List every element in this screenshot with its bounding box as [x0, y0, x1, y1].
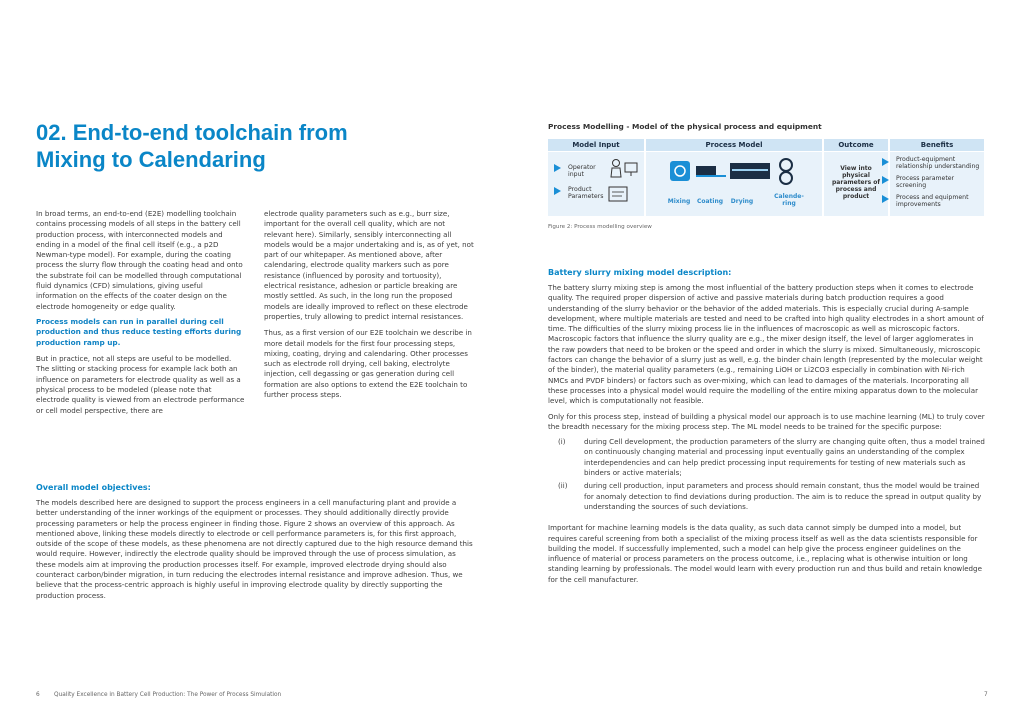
- slurry-paragraph-2: Only for this process step, instead of building a physical model our approach is to use machine learning (ML) to truly cover the breadth necessary for the mixing process step. The ML model needs to be trained for the specific purpose:: [548, 411, 985, 431]
- page-title: 02. End-to-end toolchain from Mixing to Calendaring: [36, 120, 348, 172]
- outcome-text: View into physical parameters of process and product: [832, 165, 880, 200]
- stage-calendering: Calende-ring: [774, 193, 804, 207]
- practice-paragraph: But in practice, not all steps are useful to be modelled. The slitting or stacking process for example lack both an influence on parameters for electrode quality as well as a physical process to be modeled (please note that electrode quality is viewed from an electrode performance or cell model perspective, there are: [36, 354, 245, 415]
- toolchain-paragraph: Thus, as a first version of our E2E toolchain we describe in more detail models for the first four processing steps, mixing, coating, drying and calendaring. Other processes such as electrode roll drying, cell baking, electrolyte injection, cell degassing or gas generation during cell formation are also options to extend the E2E toolchain to further process steps.: [264, 328, 472, 400]
- input-product-parameters: Product Parameters: [568, 186, 604, 200]
- stage-coating: Coating: [696, 198, 724, 205]
- figure-caption: Figure 2: Process modelling overview: [548, 224, 652, 230]
- footer-publication-title: Quality Excellence in Battery Cell Production: The Power of Process Simulation: [54, 692, 282, 698]
- stage-mixing: Mixing: [667, 198, 691, 205]
- benefit-arrow-icon: [882, 158, 889, 166]
- input-arrow-icon: [554, 164, 561, 172]
- process-stage-icons: [668, 157, 818, 185]
- footer-page-number-right: 7: [984, 692, 988, 698]
- benefit-screening: Process parameter screening: [896, 175, 955, 189]
- benefit-relationship: Product-equipment relationship understanding: [896, 156, 980, 170]
- slurry-paragraph-3: Important for machine learning models is the data quality, as such data cannot simply be dumped into a model, but requires careful screening from both a specialist of the mixing process itself as well as the data scientists responsible for building the model. If successfully implemented, such a model can help give the process engineer guidelines on the influence of material or process parameters on the process outcome, i.e., replacing what is otherwise intuition or long standing learning by professionals. The model would learn with every production run and thus build and retain knowledge for the cell manufacturer.: [548, 523, 982, 584]
- left-column-2: [264, 209, 474, 400]
- benefit-arrow-icon: [882, 176, 889, 184]
- figure-title: Process Modelling - Model of the physical process and equipment: [548, 122, 822, 131]
- objectives-paragraph: The models described here are designed to support the process engineers in a cell manufacturing plant and provide a better understanding of the inner workings of the equipment or processes. They should additionally directly provide processing parameters or help the process engineer in finding those. Figure 2 shows an overview of this approach. As mentioned above, linking these models directly to electrode or cell performance parameters is, for this first approach, outside of the scope of these models, as these phenomena are not directly captured due to the high resource demand this would require. However, indirectly the electrode quality should be improved through the use of process simulation, as these models aim at improving the production processes itself. For example, improved electrode drying should also counteract carbon/binder migration, in turn reducing the electrodes internal resistance and improve adhesion. Thus, we believe that the process-centric approach is highly useful in improving electrode quality by directly supporting the production process.: [36, 498, 473, 600]
- benefit-arrow-icon: [882, 195, 889, 203]
- list-number: (i): [558, 437, 566, 447]
- list-text: during Cell development, the production parameters of the slurry are changing quite often, thus a model trained on continuously changing material and processing input eventually gains an understanding of the complex interdependencies and can help predict processing input requirements for testing of new materials such as binders or active materials;: [584, 437, 985, 478]
- input-arrow-icon: [554, 187, 561, 195]
- intro-paragraph: In broad terms, an end-to-end (E2E) modelling toolchain contains processing models of all steps in the battery cell production process, with interconnected models and ending in a model of the final cell itself (e.g., a p2D Newman-type model). For example, during the coating process the slurry flow through the coating head and onto the substrate foil can be modelled through computational fluid dynamics (CFD) simulations, giving useful information on the effects of the coater design on the electrode homogeneity or edge quality.: [36, 209, 243, 311]
- stage-drying: Drying: [730, 198, 754, 205]
- highlight-callout: Process models can run in parallel during cell production and thus reduce testing efforts during production ramp up.: [36, 316, 242, 347]
- slurry-body: [548, 283, 986, 585]
- input-operator: Operator input: [568, 164, 596, 178]
- header-outcome: Outcome: [824, 139, 888, 151]
- process-modelling-diagram: [548, 139, 984, 216]
- list-text: during cell production, input parameters and process should remain constant, thus the model would be trained for anomaly detection to find deviations during production. The aim is to reduce the spread in output quality by understanding the sources of such deviations.: [584, 481, 982, 511]
- header-process-model: Process Model: [646, 139, 822, 151]
- list-item: [548, 437, 986, 478]
- list-item: [548, 481, 986, 512]
- list-number: (ii): [558, 481, 568, 491]
- header-benefits: Benefits: [890, 139, 984, 151]
- objectives-heading: Overall model objectives:: [36, 483, 151, 492]
- operator-computer-icon: [608, 157, 644, 207]
- quality-paragraph: electrode quality parameters such as e.g., burr size, important for the overall cell quality, which are not relevant here). Similarly, sensibly interconnecting all models would be a major undertaking and is, as of yet, not part of our whitepaper. As mentioned above, after calendaring, electrode quality markers such as pore resistance (influenced by porosity and tortuosity), electrical resistance, adhesion or particle breaking are mostly settled. As such, in the long run the proposed models are ideally improved to reflect on these electrode properties, truly allowing to predict internal resistances.: [264, 209, 474, 321]
- left-column-1: [36, 209, 246, 416]
- slurry-heading: Battery slurry mixing model description:: [548, 268, 732, 277]
- benefit-improvements: Process and equipment improvements: [896, 194, 969, 208]
- slurry-paragraph-1: The battery slurry mixing step is among the most influential of the battery production steps when it comes to electrode quality. The required proper dispersion of active and passive materials during batch production requires a good understanding of the slurry behavior or the behavior of the added materials. This is especially crucial during A-sample development, where multiple materials are tested and need to be crafted into high quality electrodes in a short amount of time. The difficulties of the slurry mixing process lie in the influences of macroscopic as well as microscopic factors. Macroscopic factors that influence the slurry quality are e.g., the mixer design itself, the level of larger agglomerates in the raw powders that need to be broken or the speed and order in which the slurry is mixed. Simultaneously, microscopic factors can change the behavior of a slurry just as well, e.g. the binder chain length (represented by the molecular weight of the binder), the material quality parameters (e.g., remaining LiOH or Li2CO3 especially in combination with Ni-rich NMCs and PVDF binders) or factors such as over-mixing, which can lead to damages of the materials. Incorporating all these processes into a physical model would require the modelling of the entire mixing apparatus down to the molecular level, which is computationally not feasible.: [548, 283, 984, 406]
- header-model-input: Model Input: [548, 139, 644, 151]
- footer-page-number-left: 6: [36, 692, 40, 698]
